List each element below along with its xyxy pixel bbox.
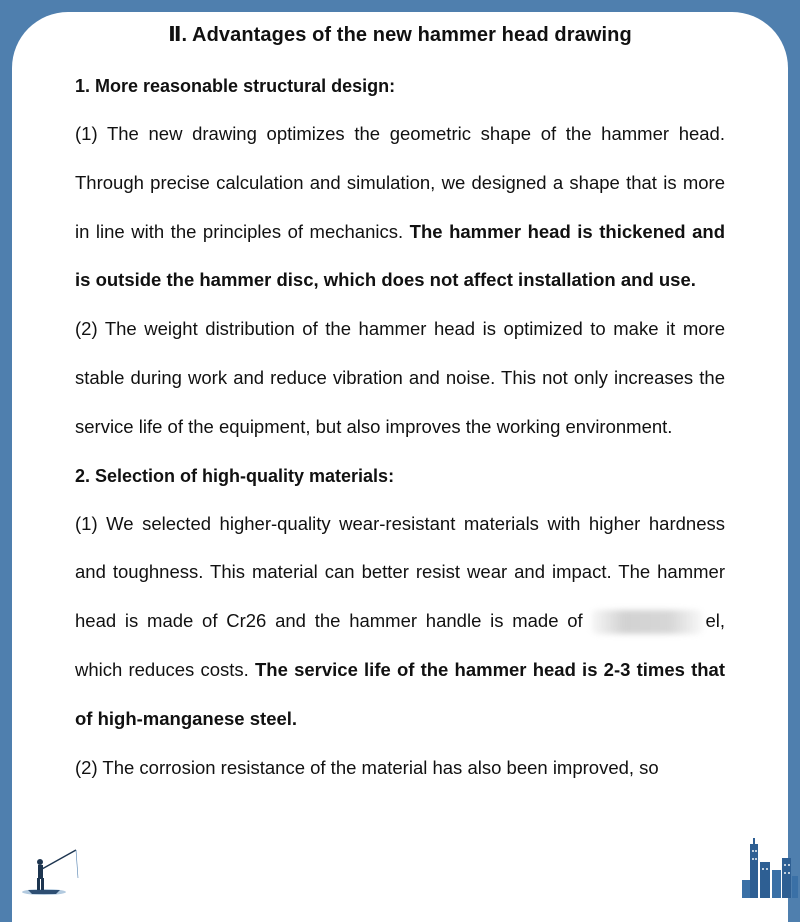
section-2-paragraph-1-bold: The service life of the hammer head is 2-3 times that of high-manganese steel. bbox=[75, 658, 726, 729]
section-1-paragraph-2: (2) The weight distribution of the hammer head is optimized to make it more stable during work and reduce vibration and noise. This not only increases the service life of the equipment, but also improves the working environment. bbox=[75, 318, 725, 437]
redacted-blur bbox=[591, 610, 703, 634]
document-content bbox=[75, 22, 725, 792]
section-2-paragraph-2: (2) The corrosion resistance of the material has also been improved, so bbox=[75, 756, 659, 778]
section-2-paragraph-1-text-a: (1) We selected higher-quality wear-resistant materials with higher hardness and toughness. This material can better resist wear and impact. The hammer head is made of Cr26 and the hammer handle is made of bbox=[75, 512, 725, 632]
city-skyline-icon bbox=[742, 836, 798, 898]
section-2-paragraph-1 bbox=[75, 500, 725, 744]
fisherman-icon bbox=[20, 848, 80, 896]
section-1-paragraph-1-text: (1) The new drawing optimizes the geometric shape of the hammer head. Through precise calculation and simulation, we designed a shape that is more in line with the principles of mechanics. bbox=[75, 123, 725, 242]
section-2-heading: 2. Selection of high-quality materials: bbox=[75, 465, 395, 486]
page-title: Ⅱ. Advantages of the new hammer head drawing bbox=[168, 24, 632, 46]
section-1-heading: 1. More reasonable structural design: bbox=[75, 76, 396, 96]
section-2-paragraph-1-text-b: el, which reduces costs. bbox=[75, 610, 725, 680]
section-1-paragraph-1-bold: The hammer head is thickened and is outside the hammer disc, which does not affect installation and use. bbox=[75, 220, 726, 291]
section-1-paragraph-1 bbox=[75, 110, 725, 305]
